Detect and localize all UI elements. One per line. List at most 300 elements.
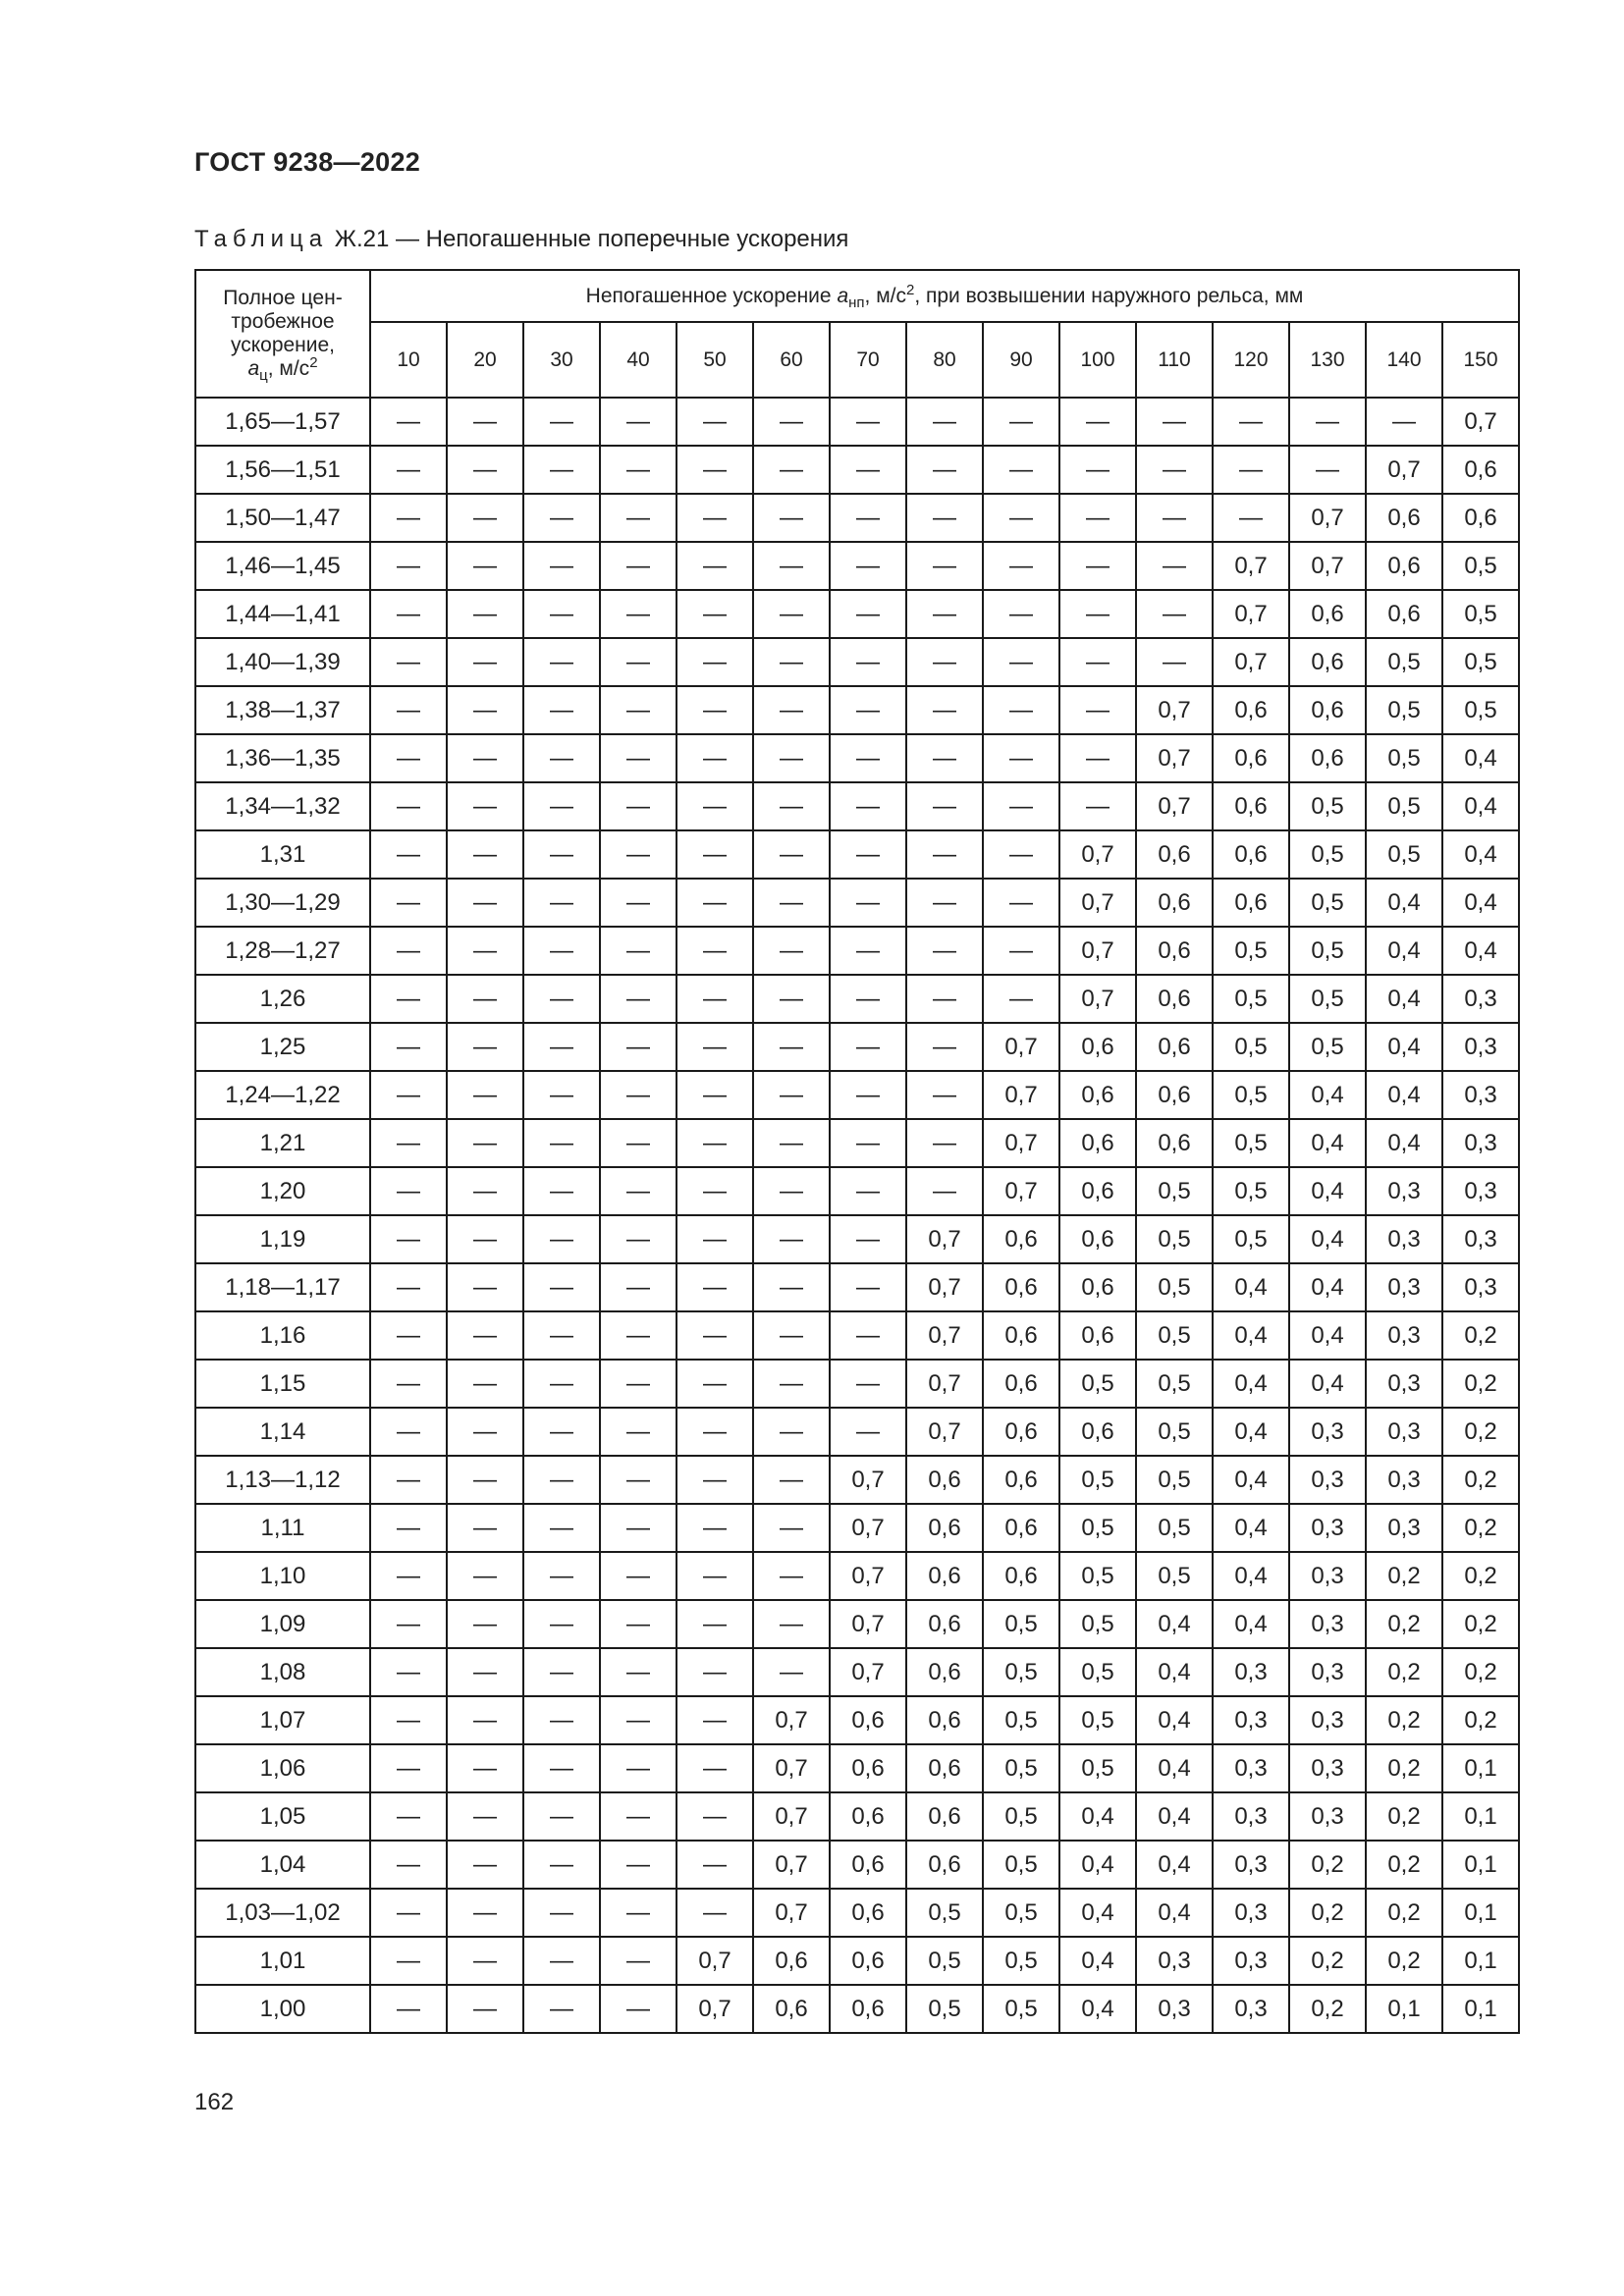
table-cell: — bbox=[447, 398, 523, 446]
table-cell: — bbox=[370, 927, 447, 975]
table-cell: — bbox=[523, 1167, 600, 1215]
table-cell: 0,6 bbox=[906, 1600, 983, 1648]
table-cell: — bbox=[906, 830, 983, 879]
table-cell: — bbox=[983, 638, 1059, 686]
table-cell: — bbox=[447, 975, 523, 1023]
table-cell: 0,6 bbox=[1136, 1119, 1213, 1167]
table-cell: — bbox=[523, 1985, 600, 2033]
table-cell: — bbox=[370, 1215, 447, 1263]
table-row bbox=[195, 1071, 1519, 1119]
table-cell: — bbox=[677, 638, 753, 686]
table-cell: 0,1 bbox=[1442, 1937, 1519, 1985]
table-cell: — bbox=[1213, 398, 1289, 446]
table-cell: — bbox=[753, 1023, 830, 1071]
table-cell: — bbox=[906, 1023, 983, 1071]
table-cell: 0,6 bbox=[1366, 542, 1442, 590]
table-cell: — bbox=[523, 1889, 600, 1937]
table-row bbox=[195, 494, 1519, 542]
table-cell: — bbox=[753, 830, 830, 879]
table-cell: — bbox=[753, 590, 830, 638]
table-cell: 0,3 bbox=[1213, 1792, 1289, 1841]
table-cell: — bbox=[370, 1311, 447, 1360]
table-cell: 0,6 bbox=[1289, 686, 1366, 734]
table-row bbox=[195, 542, 1519, 590]
table-cell: — bbox=[600, 446, 677, 494]
table-cell: — bbox=[677, 1648, 753, 1696]
table-cell: 0,5 bbox=[1442, 542, 1519, 590]
table-cell: — bbox=[447, 1167, 523, 1215]
table-cell: — bbox=[1136, 590, 1213, 638]
table-cell: 0,5 bbox=[983, 1696, 1059, 1744]
table-cell: — bbox=[677, 1215, 753, 1263]
table-cell: 0,5 bbox=[1136, 1167, 1213, 1215]
table-cell: — bbox=[370, 1696, 447, 1744]
table-cell: 0,6 bbox=[1059, 1263, 1136, 1311]
table-cell: — bbox=[370, 1792, 447, 1841]
table-cell: 0,3 bbox=[1289, 1504, 1366, 1552]
column-header: 40 bbox=[600, 322, 677, 398]
table-cell: — bbox=[830, 1408, 906, 1456]
table-row bbox=[195, 734, 1519, 782]
table-cell: 0,7 bbox=[830, 1456, 906, 1504]
table-cell: 0,4 bbox=[1136, 1792, 1213, 1841]
table-cell: — bbox=[447, 927, 523, 975]
table-cell: — bbox=[370, 1023, 447, 1071]
table-cell: 0,7 bbox=[1289, 542, 1366, 590]
table-cell: — bbox=[523, 1648, 600, 1696]
table-cell: — bbox=[523, 1456, 600, 1504]
table-cell: — bbox=[1136, 494, 1213, 542]
table-cell: — bbox=[983, 398, 1059, 446]
table-cell: — bbox=[370, 830, 447, 879]
table-cell: — bbox=[1213, 446, 1289, 494]
table-cell: 0,5 bbox=[1136, 1552, 1213, 1600]
row-label: 1,21 bbox=[195, 1119, 370, 1167]
table-cell: — bbox=[830, 494, 906, 542]
table-cell: 0,5 bbox=[1059, 1456, 1136, 1504]
table-cell: — bbox=[600, 590, 677, 638]
table-cell: 0,6 bbox=[753, 1937, 830, 1985]
table-cell: — bbox=[830, 879, 906, 927]
table-cell: — bbox=[447, 1648, 523, 1696]
table-cell: 0,3 bbox=[1213, 1889, 1289, 1937]
table-caption-word: Таблица bbox=[194, 226, 329, 252]
table-cell: — bbox=[1289, 398, 1366, 446]
row-label: 1,56—1,51 bbox=[195, 446, 370, 494]
table-cell: 0,6 bbox=[906, 1648, 983, 1696]
table-cell: 0,3 bbox=[1289, 1744, 1366, 1792]
table-cell: — bbox=[906, 782, 983, 830]
table-cell: — bbox=[830, 638, 906, 686]
table-cell: 0,7 bbox=[1059, 927, 1136, 975]
table-cell: 0,7 bbox=[753, 1841, 830, 1889]
row-label: 1,24—1,22 bbox=[195, 1071, 370, 1119]
table-cell: — bbox=[600, 879, 677, 927]
table-cell: — bbox=[447, 1263, 523, 1311]
table-cell: — bbox=[1136, 446, 1213, 494]
table-row bbox=[195, 1360, 1519, 1408]
document-header: ГОСТ 9238—2022 bbox=[194, 147, 421, 177]
table-cell: 0,5 bbox=[983, 1600, 1059, 1648]
table-cell: — bbox=[447, 1408, 523, 1456]
table-cell: — bbox=[600, 1311, 677, 1360]
table-cell: 0,3 bbox=[1442, 1119, 1519, 1167]
table-cell: 0,3 bbox=[1442, 1071, 1519, 1119]
table-cell: — bbox=[1059, 590, 1136, 638]
table-cell: 0,2 bbox=[1366, 1841, 1442, 1889]
table-cell: 0,2 bbox=[1442, 1311, 1519, 1360]
table-cell: — bbox=[830, 927, 906, 975]
table-cell: — bbox=[906, 686, 983, 734]
table-cell: 0,2 bbox=[1442, 1360, 1519, 1408]
page-number: 162 bbox=[194, 2089, 235, 2115]
table-row bbox=[195, 1600, 1519, 1648]
table-cell: — bbox=[906, 590, 983, 638]
table-cell: — bbox=[370, 638, 447, 686]
row-label: 1,38—1,37 bbox=[195, 686, 370, 734]
table-cell: 0,3 bbox=[1213, 1985, 1289, 2033]
table-cell: — bbox=[830, 686, 906, 734]
table-row bbox=[195, 975, 1519, 1023]
table-cell: — bbox=[600, 1600, 677, 1648]
table-row bbox=[195, 1023, 1519, 1071]
table-cell: — bbox=[600, 398, 677, 446]
row-label: 1,13—1,12 bbox=[195, 1456, 370, 1504]
table-cell: — bbox=[983, 494, 1059, 542]
table-cell: — bbox=[983, 542, 1059, 590]
row-label: 1,30—1,29 bbox=[195, 879, 370, 927]
table-cell: 0,2 bbox=[1289, 1841, 1366, 1889]
table-cell: — bbox=[753, 782, 830, 830]
table-cell: — bbox=[677, 879, 753, 927]
table-cell: — bbox=[523, 1408, 600, 1456]
table-cell: 0,4 bbox=[1213, 1263, 1289, 1311]
table-cell: 0,5 bbox=[1366, 638, 1442, 686]
table-cell: 0,3 bbox=[1442, 1167, 1519, 1215]
table-cell: — bbox=[523, 1119, 600, 1167]
table-cell: 0,6 bbox=[1136, 927, 1213, 975]
table-cell: 0,7 bbox=[830, 1648, 906, 1696]
table-cell: — bbox=[523, 446, 600, 494]
table-cell: 0,5 bbox=[1059, 1552, 1136, 1600]
table-cell: 0,5 bbox=[1289, 782, 1366, 830]
table-cell: — bbox=[753, 1167, 830, 1215]
table-cell: — bbox=[447, 1023, 523, 1071]
table-cell: — bbox=[677, 830, 753, 879]
table-cell: — bbox=[523, 1600, 600, 1648]
row-label: 1,10 bbox=[195, 1552, 370, 1600]
table-cell: — bbox=[1136, 542, 1213, 590]
table-cell: 0,5 bbox=[1442, 686, 1519, 734]
table-cell: 0,6 bbox=[1059, 1071, 1136, 1119]
table-row bbox=[195, 1648, 1519, 1696]
table-cell: 0,2 bbox=[1366, 1600, 1442, 1648]
table-cell: 0,5 bbox=[1136, 1456, 1213, 1504]
table-cell: 0,2 bbox=[1366, 1889, 1442, 1937]
table-cell: — bbox=[677, 1071, 753, 1119]
row-label: 1,14 bbox=[195, 1408, 370, 1456]
table-cell: 0,7 bbox=[906, 1408, 983, 1456]
table-cell: 0,5 bbox=[1213, 927, 1289, 975]
table-cell: 0,6 bbox=[1059, 1167, 1136, 1215]
table-cell: 0,4 bbox=[1213, 1408, 1289, 1456]
column-header: 60 bbox=[753, 322, 830, 398]
table-cell: — bbox=[600, 1889, 677, 1937]
table-cell: 0,4 bbox=[1059, 1841, 1136, 1889]
table-cell: — bbox=[983, 734, 1059, 782]
table-cell: — bbox=[600, 494, 677, 542]
table-cell: 0,4 bbox=[1059, 1985, 1136, 2033]
table-row bbox=[195, 879, 1519, 927]
column-header: 100 bbox=[1059, 322, 1136, 398]
table-cell: — bbox=[1366, 398, 1442, 446]
table-cell: 0,6 bbox=[753, 1985, 830, 2033]
table-cell: — bbox=[600, 1504, 677, 1552]
table-cell: — bbox=[523, 1311, 600, 1360]
table-cell: — bbox=[370, 1360, 447, 1408]
table-cell: 0,6 bbox=[1059, 1215, 1136, 1263]
table-row bbox=[195, 638, 1519, 686]
table-cell: 0,4 bbox=[1366, 1023, 1442, 1071]
table-cell: 0,6 bbox=[830, 1937, 906, 1985]
table-cell: 0,7 bbox=[753, 1792, 830, 1841]
table-cell: 0,4 bbox=[1366, 879, 1442, 927]
table-cell: 0,6 bbox=[1136, 830, 1213, 879]
row-label: 1,40—1,39 bbox=[195, 638, 370, 686]
table-cell: — bbox=[830, 1263, 906, 1311]
row-label: 1,08 bbox=[195, 1648, 370, 1696]
table-cell: 0,5 bbox=[1366, 782, 1442, 830]
table-cell: 0,5 bbox=[1059, 1600, 1136, 1648]
table-row bbox=[195, 1408, 1519, 1456]
table-cell: 0,2 bbox=[1442, 1696, 1519, 1744]
table-cell: 0,6 bbox=[983, 1263, 1059, 1311]
table-cell: — bbox=[600, 782, 677, 830]
table-cell: — bbox=[523, 1504, 600, 1552]
table-cell: 0,6 bbox=[906, 1841, 983, 1889]
table-cell: — bbox=[370, 1504, 447, 1552]
table-cell: 0,7 bbox=[1059, 879, 1136, 927]
table-cell: — bbox=[447, 1456, 523, 1504]
table-cell: 0,5 bbox=[1136, 1263, 1213, 1311]
table-cell: — bbox=[600, 1360, 677, 1408]
table-cell: 0,4 bbox=[1213, 1504, 1289, 1552]
row-label: 1,09 bbox=[195, 1600, 370, 1648]
table-cell: — bbox=[600, 1985, 677, 2033]
table-cell: — bbox=[523, 1071, 600, 1119]
table-cell: — bbox=[370, 542, 447, 590]
table-cell: — bbox=[753, 1600, 830, 1648]
table-cell: — bbox=[523, 1937, 600, 1985]
table-cell: — bbox=[447, 494, 523, 542]
row-label: 1,25 bbox=[195, 1023, 370, 1071]
row-label: 1,20 bbox=[195, 1167, 370, 1215]
table-cell: — bbox=[753, 879, 830, 927]
table-cell: — bbox=[447, 638, 523, 686]
table-cell: 0,5 bbox=[983, 1792, 1059, 1841]
table-cell: 0,6 bbox=[983, 1408, 1059, 1456]
row-label: 1,01 bbox=[195, 1937, 370, 1985]
table-cell: 0,6 bbox=[983, 1215, 1059, 1263]
table-cell: 0,3 bbox=[1289, 1552, 1366, 1600]
table-cell: — bbox=[370, 494, 447, 542]
table-cell: — bbox=[370, 1744, 447, 1792]
table-cell: — bbox=[753, 1071, 830, 1119]
table-cell: — bbox=[447, 1360, 523, 1408]
table-row bbox=[195, 590, 1519, 638]
table-cell: 0,5 bbox=[1213, 975, 1289, 1023]
stub-header-unit: , м/с bbox=[267, 357, 310, 380]
table-cell: — bbox=[677, 975, 753, 1023]
table-cell: 0,2 bbox=[1366, 1792, 1442, 1841]
table-cell: — bbox=[677, 1792, 753, 1841]
table-cell: — bbox=[983, 927, 1059, 975]
table-container bbox=[194, 269, 1520, 2034]
table-cell: — bbox=[370, 1071, 447, 1119]
table-cell: 0,7 bbox=[1213, 638, 1289, 686]
table-cell: — bbox=[600, 975, 677, 1023]
group-header-symbol-sub: нп bbox=[848, 294, 865, 311]
row-label: 1,44—1,41 bbox=[195, 590, 370, 638]
table-cell: 0,6 bbox=[1136, 1023, 1213, 1071]
table-cell: — bbox=[753, 927, 830, 975]
column-header: 150 bbox=[1442, 322, 1519, 398]
table-cell: — bbox=[830, 398, 906, 446]
table-cell: — bbox=[523, 398, 600, 446]
table-cell: — bbox=[370, 1985, 447, 2033]
table-cell: 0,6 bbox=[1213, 830, 1289, 879]
table-cell: 0,4 bbox=[1213, 1552, 1289, 1600]
table-cell: — bbox=[1213, 494, 1289, 542]
table-cell: — bbox=[600, 1648, 677, 1696]
table-cell: 0,4 bbox=[1213, 1360, 1289, 1408]
table-cell: 0,7 bbox=[1059, 830, 1136, 879]
table-cell: — bbox=[523, 975, 600, 1023]
table-cell: — bbox=[370, 590, 447, 638]
table-cell: 0,7 bbox=[906, 1311, 983, 1360]
table-cell: — bbox=[523, 1696, 600, 1744]
table-cell: — bbox=[753, 638, 830, 686]
table-cell: — bbox=[677, 1311, 753, 1360]
table-cell: 0,3 bbox=[1289, 1696, 1366, 1744]
stub-header-symbol-sub: ц bbox=[259, 367, 268, 385]
table-cell: — bbox=[677, 398, 753, 446]
table-cell: 0,7 bbox=[753, 1744, 830, 1792]
table-cell: 0,5 bbox=[983, 1985, 1059, 2033]
table-cell: 0,6 bbox=[830, 1696, 906, 1744]
table-cell: — bbox=[753, 1648, 830, 1696]
table-cell: 0,6 bbox=[1289, 734, 1366, 782]
table-row bbox=[195, 1311, 1519, 1360]
table-cell: — bbox=[447, 830, 523, 879]
table-cell: 0,5 bbox=[1289, 927, 1366, 975]
table-cell: 0,5 bbox=[1213, 1119, 1289, 1167]
table-cell: 0,6 bbox=[1289, 638, 1366, 686]
table-cell: — bbox=[677, 1504, 753, 1552]
table-cell: — bbox=[677, 542, 753, 590]
table-cell: — bbox=[1059, 686, 1136, 734]
table-cell: 0,5 bbox=[983, 1841, 1059, 1889]
column-header: 140 bbox=[1366, 322, 1442, 398]
table-cell: — bbox=[830, 1071, 906, 1119]
table-cell: 0,4 bbox=[1059, 1792, 1136, 1841]
table-cell: — bbox=[830, 542, 906, 590]
row-label: 1,31 bbox=[195, 830, 370, 879]
table-cell: — bbox=[523, 782, 600, 830]
table-cell: — bbox=[447, 1311, 523, 1360]
table-cell: — bbox=[677, 1841, 753, 1889]
table-cell: — bbox=[1059, 494, 1136, 542]
column-header: 80 bbox=[906, 322, 983, 398]
table-row bbox=[195, 1937, 1519, 1985]
table-cell: — bbox=[1136, 638, 1213, 686]
table-cell: — bbox=[753, 1311, 830, 1360]
table-cell: 0,5 bbox=[1289, 879, 1366, 927]
table-cell: — bbox=[523, 830, 600, 879]
table-cell: 0,6 bbox=[830, 1744, 906, 1792]
table-cell: — bbox=[600, 686, 677, 734]
group-header-before: Непогашенное ускорение bbox=[585, 284, 838, 307]
table-cell: 0,3 bbox=[1136, 1985, 1213, 2033]
table-cell: — bbox=[753, 734, 830, 782]
table-cell: 0,5 bbox=[1289, 1023, 1366, 1071]
table-cell: — bbox=[370, 734, 447, 782]
table-cell: 0,4 bbox=[1289, 1215, 1366, 1263]
table-cell: — bbox=[830, 734, 906, 782]
table-cell: — bbox=[983, 782, 1059, 830]
table-cell: 0,3 bbox=[1366, 1215, 1442, 1263]
table-cell: 0,6 bbox=[906, 1504, 983, 1552]
table-row bbox=[195, 927, 1519, 975]
column-header: 70 bbox=[830, 322, 906, 398]
table-row bbox=[195, 1119, 1519, 1167]
table-cell: — bbox=[370, 1889, 447, 1937]
row-label: 1,07 bbox=[195, 1696, 370, 1744]
table-cell: — bbox=[677, 927, 753, 975]
table-cell: — bbox=[523, 1744, 600, 1792]
table-row bbox=[195, 1263, 1519, 1311]
table-cell: 0,2 bbox=[1442, 1408, 1519, 1456]
table-cell: — bbox=[1059, 782, 1136, 830]
table-cell: — bbox=[830, 1360, 906, 1408]
table-cell: — bbox=[983, 879, 1059, 927]
table-cell: — bbox=[830, 782, 906, 830]
table-cell: 0,5 bbox=[1442, 590, 1519, 638]
stub-header-line1: Полное цен- bbox=[223, 287, 343, 309]
table-row bbox=[195, 686, 1519, 734]
table-row bbox=[195, 1841, 1519, 1889]
table-cell: — bbox=[447, 1841, 523, 1889]
table-cell: 0,7 bbox=[1442, 398, 1519, 446]
table-cell: 0,7 bbox=[753, 1696, 830, 1744]
table-cell: — bbox=[1136, 398, 1213, 446]
table-cell: 0,5 bbox=[1366, 830, 1442, 879]
table-cell: — bbox=[447, 1792, 523, 1841]
table-cell: — bbox=[906, 927, 983, 975]
table-cell: — bbox=[447, 879, 523, 927]
table-cell: 0,7 bbox=[830, 1504, 906, 1552]
table-cell: — bbox=[447, 1119, 523, 1167]
table-cell: — bbox=[523, 927, 600, 975]
table-caption-title: Ж.21 — Непогашенные поперечные ускорения bbox=[328, 226, 849, 252]
column-header: 30 bbox=[523, 322, 600, 398]
table-cell: — bbox=[753, 1263, 830, 1311]
table-cell: 0,3 bbox=[1366, 1263, 1442, 1311]
table-cell: 0,5 bbox=[1136, 1215, 1213, 1263]
table-row bbox=[195, 1167, 1519, 1215]
table-cell: 0,2 bbox=[1289, 1985, 1366, 2033]
table-cell: — bbox=[370, 1263, 447, 1311]
